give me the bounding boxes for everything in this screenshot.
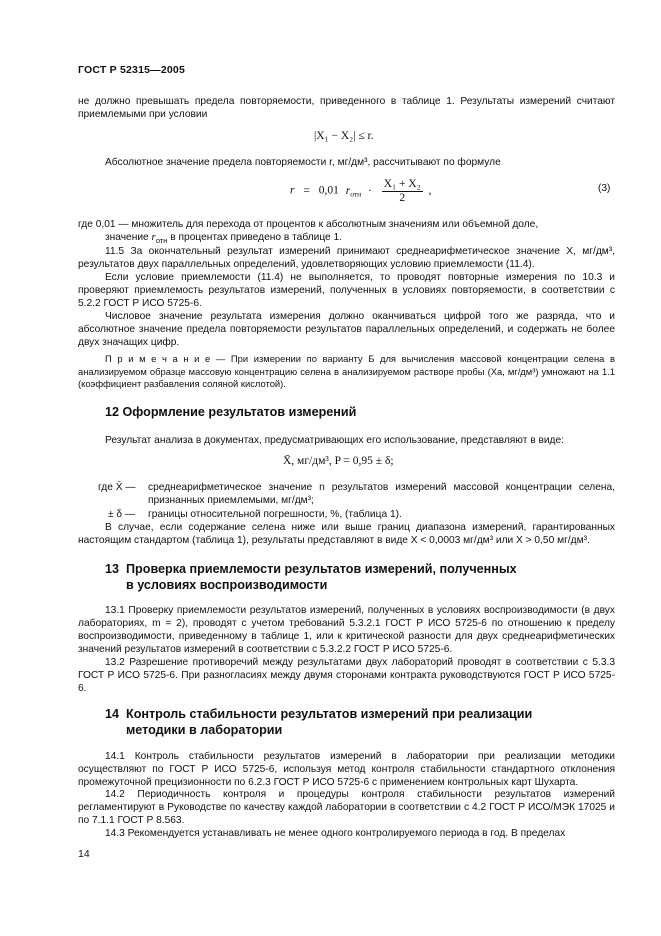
where-xbar-text: среднеарифметическое значение n результатов измерений массовой концентрации селена, признанных приемлемыми, мг/дм³;	[148, 482, 615, 506]
formula-number: (3)	[598, 183, 611, 194]
paragraph-14-3: 14.3 Рекомендуется устанавливать не менее одного контролируемого периода в год. В пределах	[105, 828, 566, 839]
formula-numerator: X₁ + X₂	[383, 178, 421, 190]
formula-equals: =	[303, 184, 310, 197]
section-12-heading: 12 Оформление результатов измерений	[105, 405, 357, 419]
formula-3	[290, 178, 431, 204]
where-rotn-post: в процентах приведено в таблице 1.	[170, 232, 343, 243]
formula-dot: ·	[368, 184, 372, 197]
paragraph-rounding: Числовое значение результата измерения должно оканчиваться цифрой того же разряда, что и абсолютное значение предела повторяемости результатов параллельных определений, и содержать не более двух значащих цифр.	[78, 311, 615, 348]
formula-r: r	[290, 184, 295, 197]
where-xbar-symbol: где X̄ —	[98, 482, 136, 493]
formula-comma: ,	[428, 184, 432, 197]
formula-fraction	[382, 178, 423, 204]
paragraph-13-1: 13.1 Проверку приемлемости результатов измерений, полученных в условиях воспроизводимости (в двух лабораториях, m = 2), проводят с учетом требований 5.3.2.1 ГОСТ Р ИСО 5725-6 по отношению к пределу воспроизводимости, приведенному в таблице 1, или к критической разности для двух среднеарифметических значений результатов измерений в соответствии с 5.3.2.2 ГОСТ Р ИСО 5725-6.	[78, 605, 615, 655]
where-delta-symbol: ± δ —	[108, 509, 136, 520]
formula-rotn: r	[345, 184, 351, 197]
paragraph-14-1: 14.1 Контроль стабильности результатов измерений в лаборатории при реализации методики осуществляют по ГОСТ Р ИСО 5725-6, используя метод контроля стабильности стандартного отклонения промежуточной прецизионности по 6.2.3 ГОСТ Р ИСО 5725-6 с применением контрольных карт Шухарта.	[78, 751, 615, 788]
paragraph-14-2: 14.2 Периодичность контроля и процедуры контроля стабильности результатов измерений регламентируют в Руководстве по качеству каждой лаборатории в соответствии с 4.2 ГОСТ Р ИСО/МЭК 17025 и по 7.1.1 ГОСТ Р 8.563.	[78, 789, 615, 826]
where-rotn-pre: значение	[105, 232, 149, 243]
formula-repeatability-condition: |X₁ − X₂| ≤ r.	[314, 130, 374, 142]
note-variant-b: П р и м е ч а н и е — При измерении по варианту Б для вычисления массовой концентрации селена в анализируемом образце массовую концентрацию селена в анализируемом растворе пробы (Xа, мг/дм³) умножают на 1.1 (коэффициент разбавления соляной кислотой).	[78, 353, 615, 389]
paragraph-continuation: не должно превышать предела повторяемости, приведенного в таблице 1. Результаты измерений считают приемлемыми при условии	[78, 96, 615, 120]
page-number: 14	[78, 848, 90, 860]
paragraph-out-of-range: В случае, если содержание селена ниже или выше границ диапазона измерений, гарантированных настоящим стандартом (таблица 1), результаты представляют в виде X < 0,0003 мг/дм³ или X > 0,50 мг/дм³.	[78, 522, 615, 546]
section-13-heading: 13 Проверка приемлемости результатов измерений, полученных в условиях воспроизводимости	[105, 562, 517, 592]
paragraph-13-2: 13.2 Разрешение противоречий между результатами двух лабораторий проводят в соответствии с 5.3.3 ГОСТ Р ИСО 5725-6. При разногласиях между двумя сторонами контракта руководствуются ГОСТ Р ИСО 5725-6.	[78, 657, 615, 694]
where-delta-text: границы относительной погрешности, %, (таблица 1).	[148, 509, 402, 520]
paragraph-repeat-measurements: Если условие приемлемости (11.4) не выполняется, то проводят повторные измерения по 10.3 и проверяют приемлемость результатов измерений, полученных в условиях повторяемости, в соответствии с 5.2.2 ГОСТ Р ИСО 5725-6.	[78, 272, 615, 309]
formula-result: X̄, мг/дм³, P = 0,95 ± δ;	[283, 455, 394, 467]
section-14-heading: 14 Контроль стабильности результатов измерений при реализации методики в лаборатории	[105, 707, 533, 737]
paragraph-11-5: 11.5 За окончательный результат измерений принимают среднеарифметическое значение X, мг/дм³, результатов двух параллельных определений, удовлетворяющих условию приемлемости (11.4).	[78, 246, 615, 270]
paragraph-result-form: Результат анализа в документах, предусматривающих его использование, представляют в виде:	[105, 435, 564, 446]
formula-denominator: 2	[399, 192, 406, 204]
where-rotn-sub: отн	[155, 236, 168, 245]
formula-coef: 0,01	[318, 184, 339, 197]
paragraph-repeatability-limit: Абсолютное значение предела повторяемости r, мг/дм³, рассчитывают по формуле	[105, 157, 501, 168]
paragraph-where-coef: где 0,01 — множитель для перехода от процентов к абсолютным значениям или объемной доле,	[78, 219, 539, 230]
formula-rotn-sub: отн	[350, 189, 362, 199]
where-rotn-var: r	[151, 231, 156, 243]
page-header: ГОСТ Р 52315—2005	[78, 64, 186, 76]
